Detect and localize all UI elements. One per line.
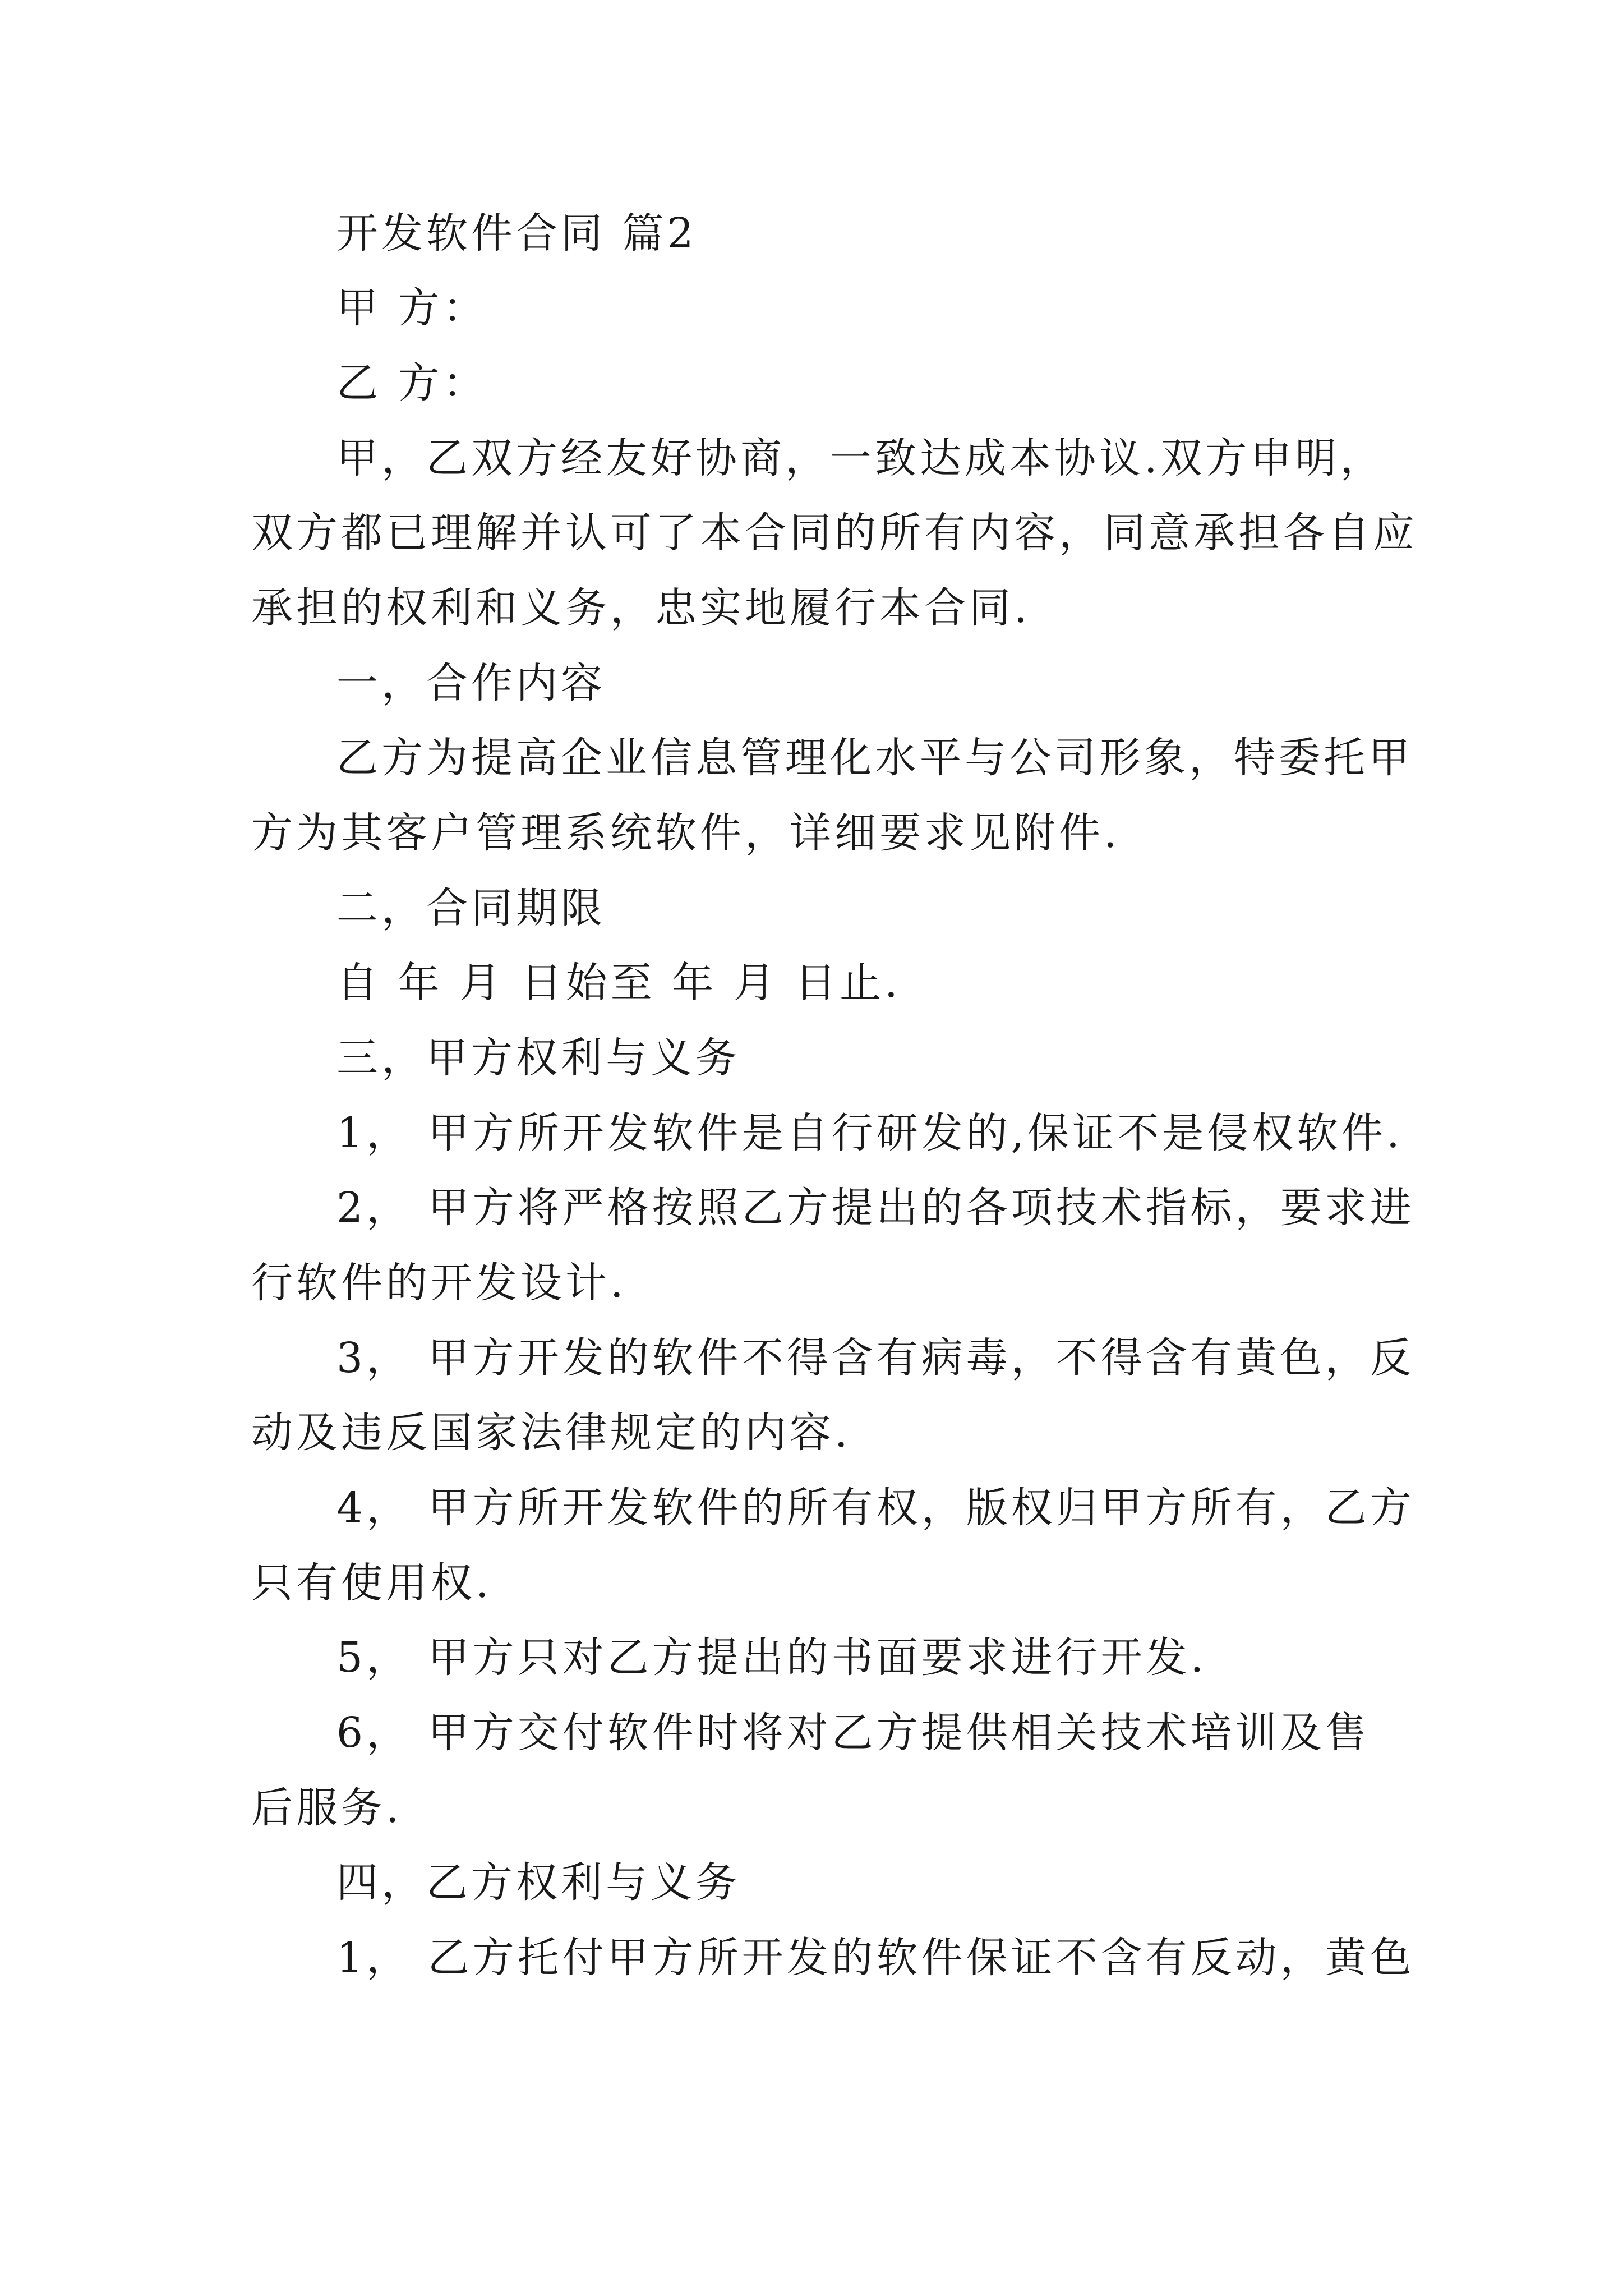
paragraph-line: 双方都已理解并认可了本合同的所有内容，同意承担各自应 [251,509,1418,557]
party-b-line: 乙 方： [336,359,488,407]
list-item: 4， 甲方所开发软件的所有权，版权归甲方所有，乙方 [336,1484,1415,1532]
document-title: 开发软件合同 篇2 [336,209,697,257]
list-item-continuation: 动及违反国家法律规定的内容. [251,1409,851,1457]
list-item: 5， 甲方只对乙方提出的书面要求进行开发. [336,1634,1207,1682]
list-item-continuation: 行软件的开发设计. [251,1259,627,1307]
party-a-line: 甲 方： [336,284,488,332]
list-item: 3， 甲方开发的软件不得含有病毒，不得含有黄色，反 [336,1334,1415,1382]
section-heading: 四，乙方权利与义务 [336,1858,740,1907]
paragraph-line: 自 年 月 日始至 年 月 日止. [336,959,901,1007]
section-heading: 三，甲方权利与义务 [336,1034,740,1082]
list-item: 6， 甲方交付软件时将对乙方提供相关技术培训及售 [336,1709,1370,1757]
section-heading: 一，合作内容 [336,659,606,707]
paragraph-line: 承担的权利和义务，忠实地履行本合同. [251,584,1031,632]
paragraph-line: 方为其客户管理系统软件，详细要求见附件. [251,809,1121,857]
list-item-continuation: 后服务. [251,1784,403,1832]
paragraph-line: 甲，乙双方经友好协商，一致达成本协议.双方申明， [336,434,1385,482]
section-heading: 二，合同期限 [336,884,606,932]
paragraph-line: 乙方为提高企业信息管理化水平与公司形象，特委托甲 [336,734,1413,782]
list-item: 1， 乙方托付甲方所开发的软件保证不含有反动，黄色 [336,1934,1415,1982]
list-item: 2， 甲方将严格按照乙方提出的各项技术指标，要求进 [336,1184,1415,1232]
list-item-continuation: 只有使用权. [251,1559,492,1607]
list-item: 1， 甲方所开发软件是自行研发的,保证不是侵权软件. [336,1109,1403,1157]
